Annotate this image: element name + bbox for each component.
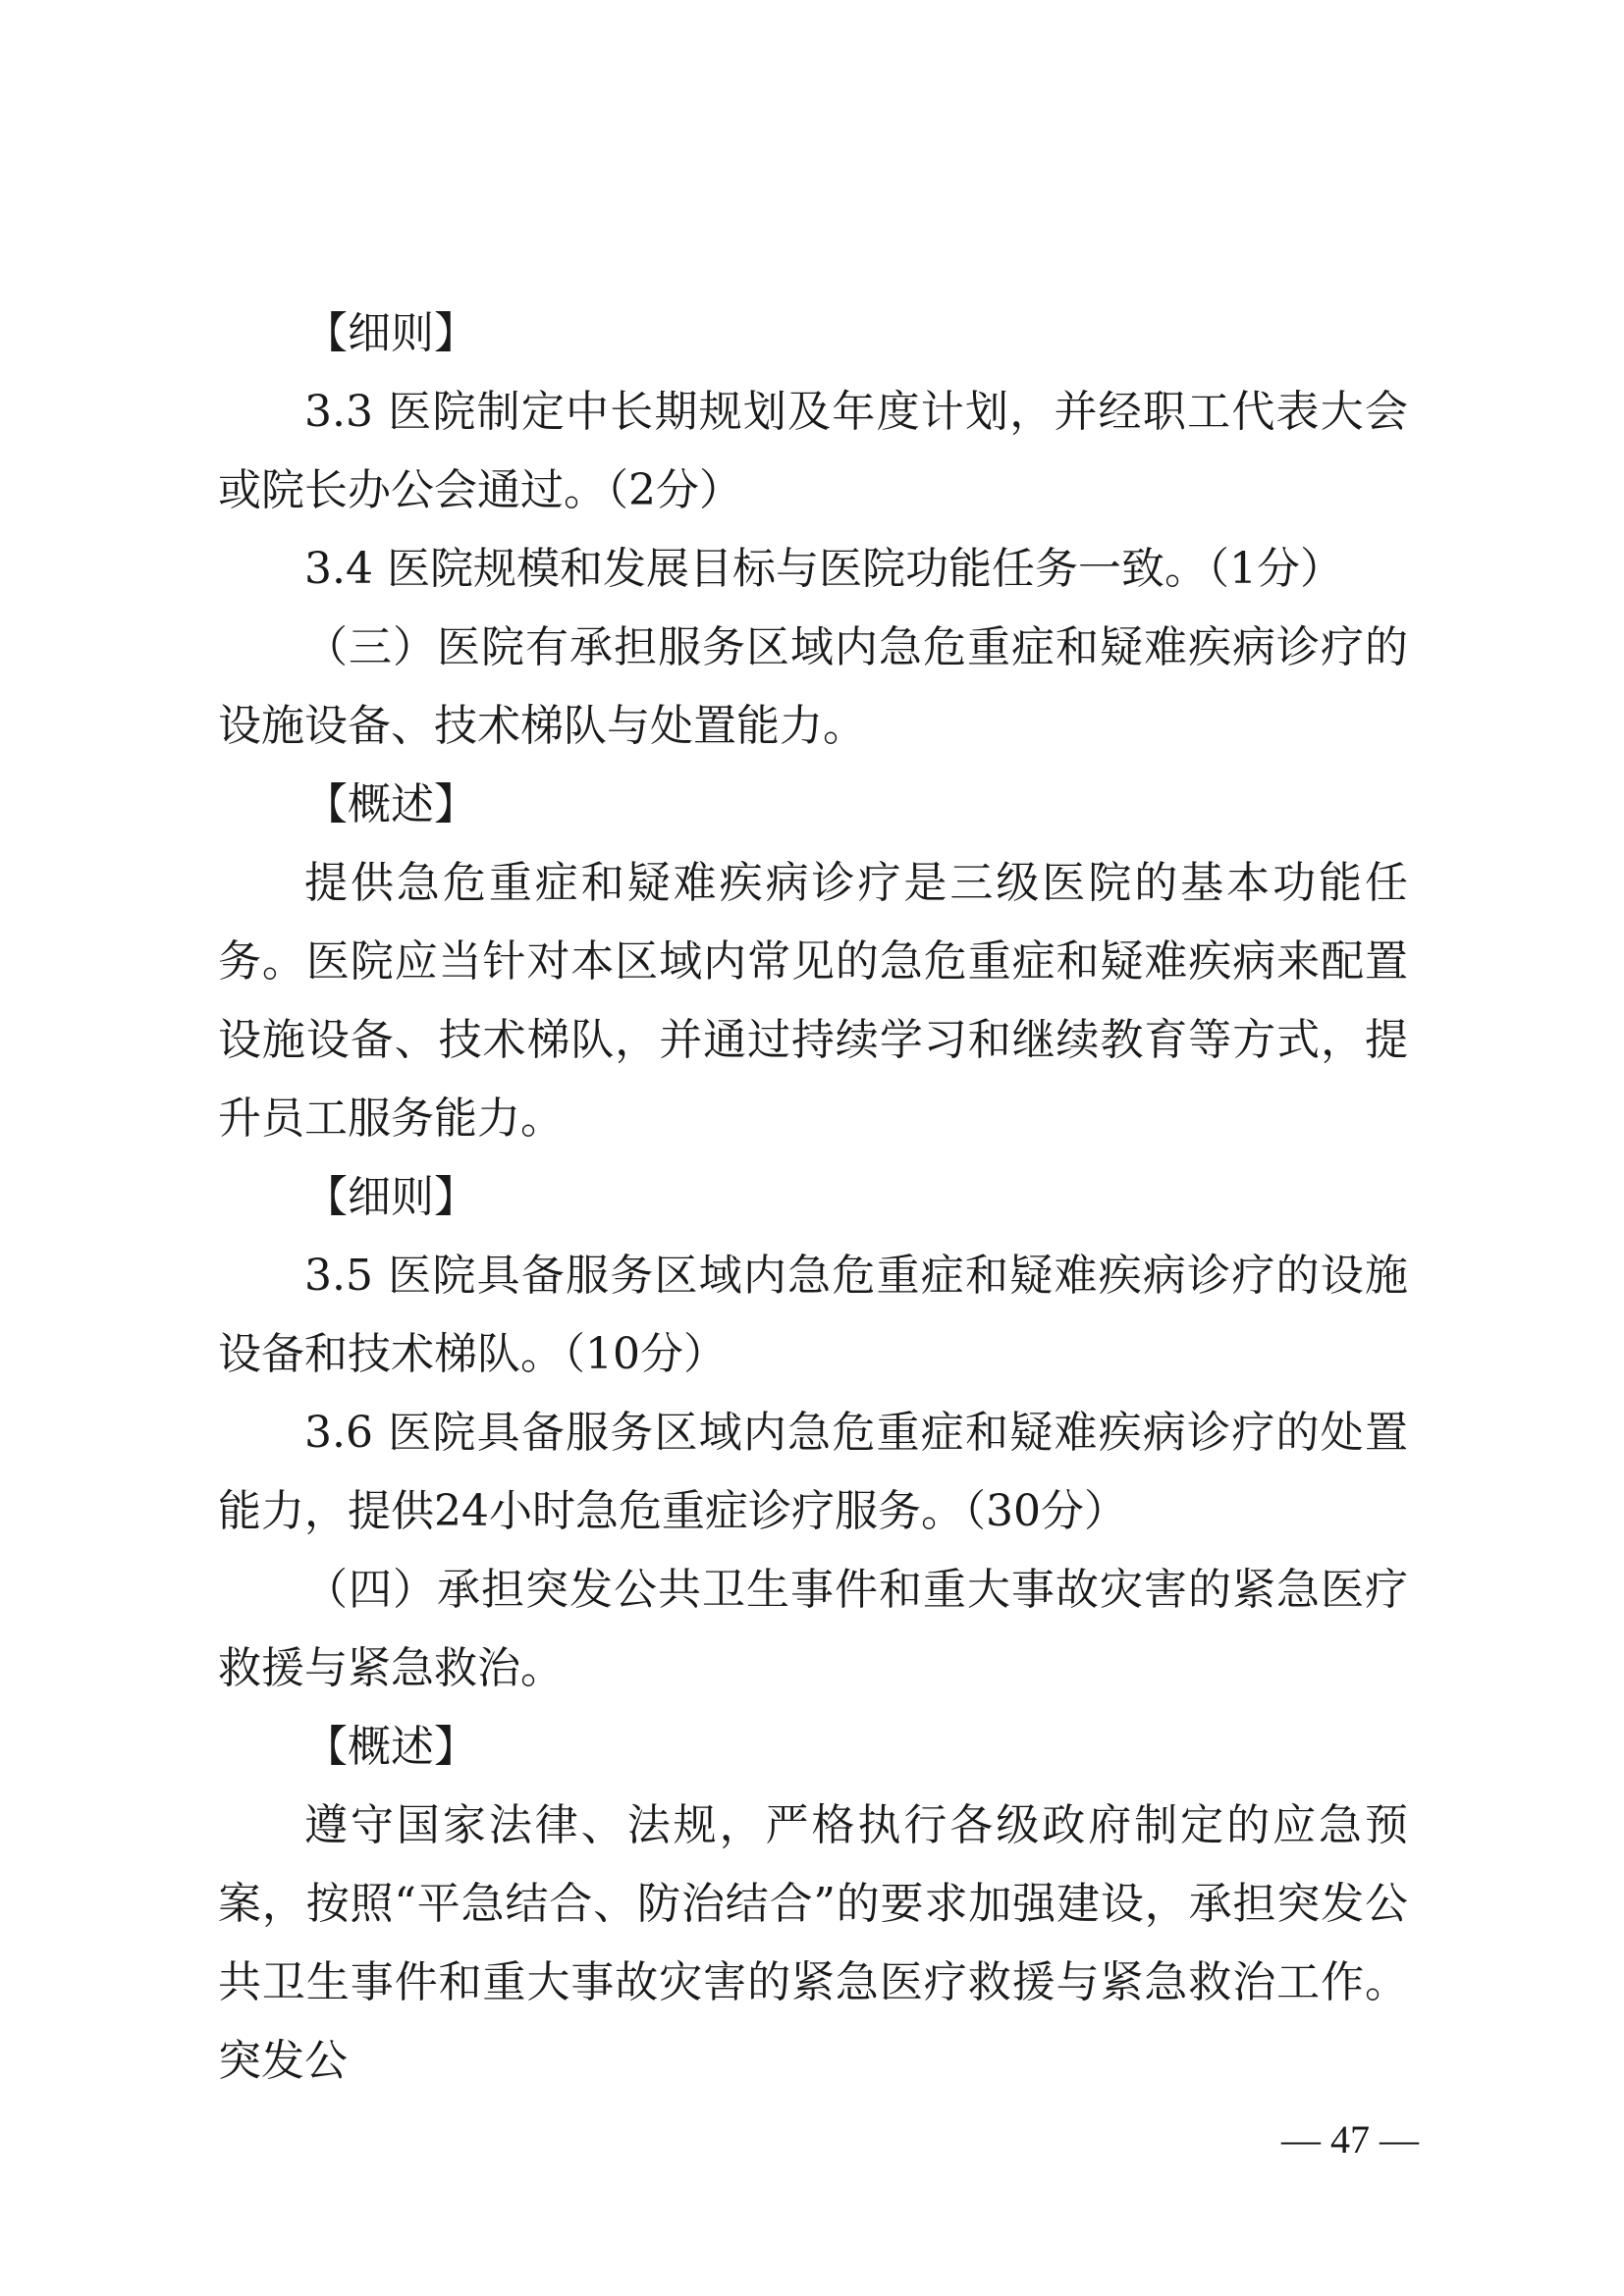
- body-text: [218, 294, 1408, 2101]
- section-heading-overview-1: 【概述】: [304, 779, 477, 829]
- section-heading-details-2: 【细则】: [304, 1172, 477, 1222]
- item-3-4: 3.4 医院规模和发展目标与医院功能任务一致。（1分）: [304, 544, 1343, 594]
- subsection-4: （四）承担突发公共卫生事件和重大事故灾害的紧急医疗救援与紧急救治。: [218, 1565, 1408, 1693]
- section-heading-overview-2: 【概述】: [304, 1722, 477, 1772]
- item-3-6: 3.6 医院具备服务区域内急危重症和疑难疾病诊疗的处置能力，提供24小时急危重症诊疗服务。（30分）: [218, 1408, 1408, 1536]
- subsection-3: （三）医院有承担服务区域内急危重症和疑难疾病诊疗的设施设备、技术梯队与处置能力。: [218, 622, 1408, 751]
- item-3-5: 3.5 医院具备服务区域内急危重症和疑难疾病诊疗的设施设备和技术梯队。（10分）: [218, 1251, 1408, 1379]
- overview-paragraph-2: 遵守国家法律、法规，严格执行各级政府制定的应急预案，按照“平急结合、防治结合”的要求加强建设，承担突发公共卫生事件和重大事故灾害的紧急医疗救援与紧急救治工作。突发公: [218, 1800, 1408, 2086]
- overview-paragraph-1: 提供急危重症和疑难疾病诊疗是三级医院的基本功能任务。医院应当针对本区域内常见的急危重症和疑难疾病来配置设施设备、技术梯队，并通过持续学习和继续教育等方式，提升员工服务能力。: [218, 858, 1408, 1144]
- section-heading-details-1: 【细则】: [304, 308, 477, 358]
- page-number: — 47 —: [1281, 2117, 1419, 2162]
- item-3-3: 3.3 医院制定中长期规划及年度计划，并经职工代表大会或院长办公会通过。（2分）: [218, 387, 1408, 515]
